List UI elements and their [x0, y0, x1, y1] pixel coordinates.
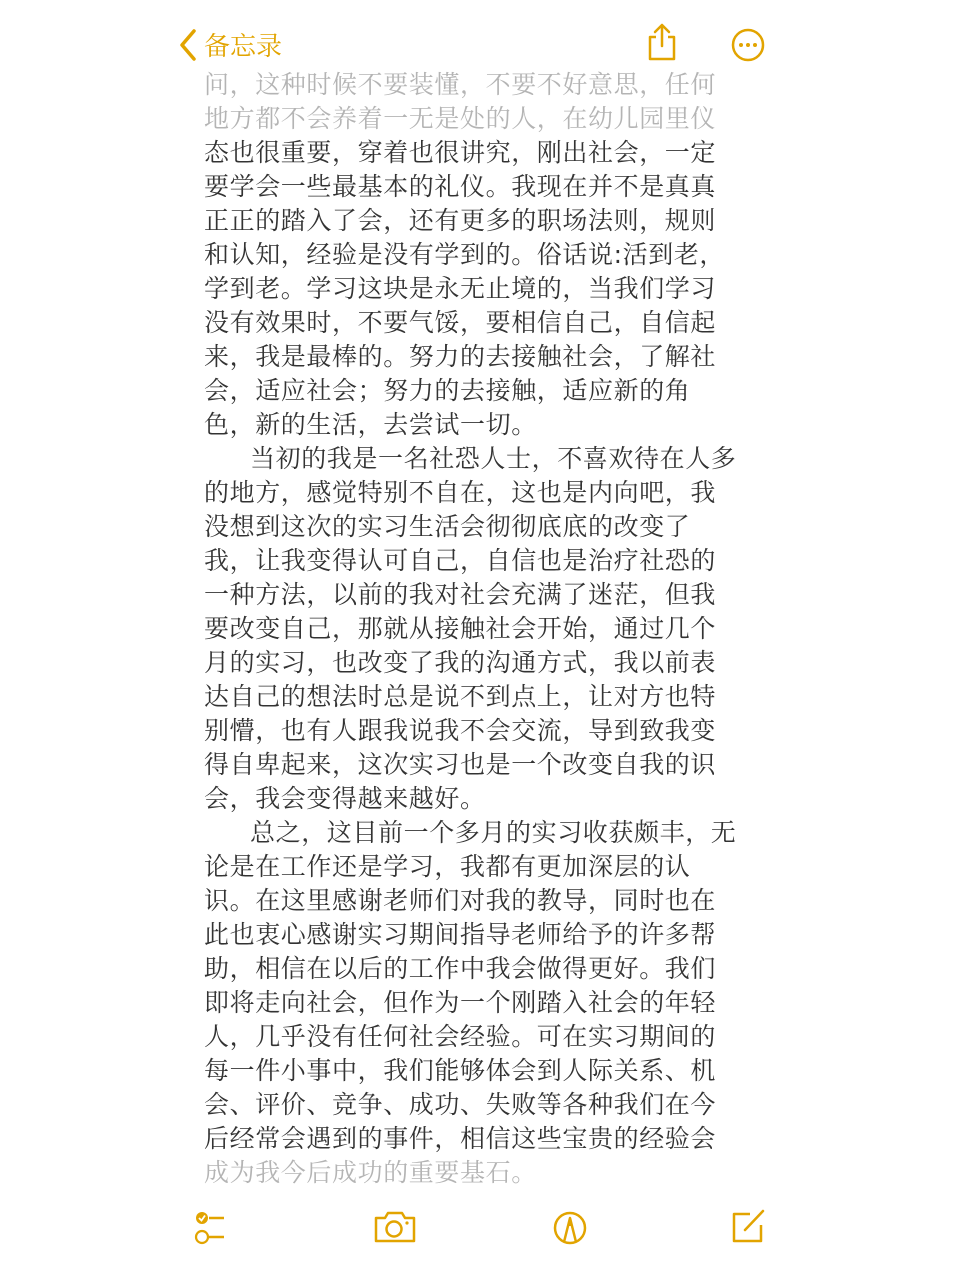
note-line: 色，新的生活，去尝试一切。 — [204, 410, 537, 439]
note-line: 正正的踏入了会，还有更多的职场法则，规则 — [204, 206, 717, 235]
note-line: 此也衷心感谢实习期间指导老师给予的许多帮 — [204, 920, 717, 949]
more-options-icon[interactable] — [731, 28, 765, 62]
note-line: 的地方，感觉特别不自在，这也是内向吧，我 — [204, 478, 717, 507]
compose-icon[interactable] — [730, 1207, 768, 1245]
note-line-faded: 地方都不会养着一无是处的人，在幼儿园里仪 — [204, 104, 717, 133]
note-line: 没有效果时，不要气馁，要相信自己，自信起 — [204, 308, 717, 337]
note-line: 人，几乎没有任何社会经验。可在实习期间的 — [204, 1022, 717, 1051]
note-line: 学到老。学习这块是永无止境的，当我们学习 — [204, 274, 717, 303]
note-line: 论是在工作还是学习，我都有更加深层的认 — [204, 852, 691, 881]
note-line: 我，让我变得认可自己，自信也是治疗社恐的 — [204, 546, 717, 575]
share-icon[interactable] — [645, 22, 679, 62]
checklist-icon[interactable] — [194, 1210, 234, 1246]
note-line: 和认知，经验是没有学到的。俗话说:活到老， — [204, 240, 726, 269]
note-line: 后经常会遇到的事件，相信这些宝贵的经验会 — [204, 1124, 717, 1153]
note-line: 别懵，也有人跟我说我不会交流，导到致我变 — [204, 716, 717, 745]
camera-icon[interactable] — [373, 1210, 417, 1244]
note-line: 没想到这次的实习生活会彻彻底底的改变了 — [204, 512, 691, 541]
note-line: 助，相信在以后的工作中我会做得更好。我们 — [204, 954, 717, 983]
note-line: 来，我是最棒的。努力的去接触社会，了解社 — [204, 342, 717, 371]
note-line: 每一件小事中，我们能够体会到人际关系、机 — [204, 1056, 717, 1085]
note-line: 会，我会变得越来越好。 — [204, 784, 486, 813]
note-line: 总之，这目前一个多月的实习收获颇丰，无 — [250, 818, 737, 847]
note-line: 即将走向社会，但作为一个刚踏入社会的年轻 — [204, 988, 717, 1017]
note-line: 达自己的想法时总是说不到点上，让对方也特 — [204, 682, 717, 711]
note-body[interactable] — [204, 68, 764, 1190]
note-line: 当初的我是一名社恐人士，不喜欢待在人多 — [250, 444, 737, 473]
note-line: 要改变自己，那就从接触社会开始，通过几个 — [204, 614, 717, 643]
note-line: 识。在这里感谢老师们对我的教导，同时也在 — [204, 886, 717, 915]
note-line: 月的实习，也改变了我的沟通方式，我以前表 — [204, 648, 717, 677]
note-line-faded: 问，这种时候不要装懂，不要不好意思，任何 — [204, 70, 717, 99]
note-line: 会、评价、竞争、成功、失败等各种我们在今 — [204, 1090, 717, 1119]
back-label: 备忘录 — [204, 32, 283, 62]
note-line: 得自卑起来，这次实习也是一个改变自我的识 — [204, 750, 717, 779]
chevron-left-icon — [178, 27, 198, 63]
note-line: 会，适应社会；努力的去接触，适应新的角 — [204, 376, 691, 405]
note-line: 一种方法，以前的我对社会充满了迷茫，但我 — [204, 580, 717, 609]
note-line: 要学会一些最基本的礼仪。我现在并不是真真 — [204, 172, 717, 201]
note-line-faded: 成为我今后成功的重要基石。 — [204, 1158, 537, 1187]
back-button[interactable] — [178, 26, 282, 63]
markup-pen-icon[interactable] — [552, 1210, 588, 1246]
note-line: 态也很重要，穿着也很讲究，刚出社会，一定 — [204, 138, 717, 167]
